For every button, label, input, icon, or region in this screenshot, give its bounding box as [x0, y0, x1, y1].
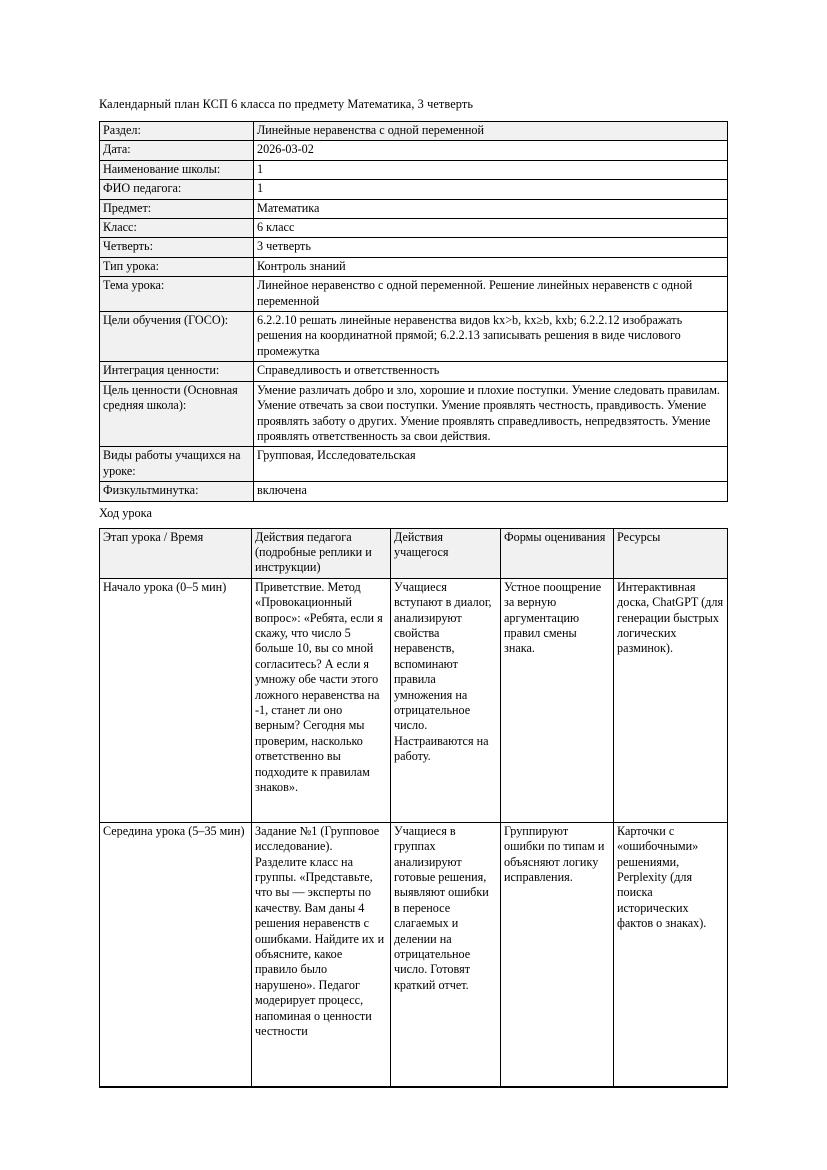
resources-cell-text: Интерактивная доска, ChatGPT (для генерации быстрых логических разминок). [617, 579, 724, 656]
info-row-value: Линейное неравенство с одной переменной. Решение линейных неравенств с одной переменной [254, 277, 728, 312]
table-row [100, 219, 728, 238]
table-row [100, 122, 728, 141]
assessment-forms-cell [501, 822, 614, 1087]
info-row-label: Тип урока: [100, 257, 254, 276]
info-row-value: включена [254, 482, 728, 501]
student-actions-cell-text: Учащиеся в группах анализируют готовые решения, выявляют ошибки в переносе слагаемых и делении на отрицательное число. Готовят краткий отчет. [394, 823, 489, 992]
page-title: Календарный план КСП 6 класса по предмету Математика, 3 четверть [99, 97, 474, 111]
teacher-actions-cell-text: Приветствие. Метод «Провокационный вопрос»: «Ребята, если я скажу, что число 5 больше 10, вы со мной согласитесь? А если я умножу обе части этого ложного неравенства на -1, станет ли оно верным? Сегодня мы проверим, насколько ответственно вы подходите к правилам знаков». [255, 579, 383, 795]
teacher-actions-cell [252, 822, 391, 1087]
lesson-stage-cell [100, 578, 252, 822]
lesson-info-table [99, 121, 728, 502]
student-actions-cell [391, 578, 501, 822]
info-row-value: Контроль знаний [254, 257, 728, 276]
table-row [100, 257, 728, 276]
lesson-column-header: Действия учащегося [391, 528, 501, 578]
table-row [100, 160, 728, 179]
info-row-label: Класс: [100, 219, 254, 238]
info-row-label: Интеграция ценности: [100, 362, 254, 381]
table-row [100, 578, 728, 822]
assessment-forms-cell-text: Устное поощрение за верную аргументацию правил смены знака. [504, 579, 602, 656]
info-row-label: Физкультминутка: [100, 482, 254, 501]
lesson-flow-table-head [100, 528, 728, 578]
table-row [100, 482, 728, 501]
lesson-column-header: Действия педагога (подробные реплики и инструкции) [252, 528, 391, 578]
teacher-actions-cell [252, 578, 391, 822]
lesson-stage-cell-text: Середина урока (5–35 мин) [103, 823, 245, 838]
lesson-column-header: Ресурсы [614, 528, 728, 578]
info-row-label: Виды работы учащихся на уроке: [100, 447, 254, 482]
resources-cell [614, 578, 728, 822]
table-row [100, 277, 728, 312]
info-row-value: Математика [254, 199, 728, 218]
info-row-label: Раздел: [100, 122, 254, 141]
lesson-column-header: Этап урока / Время [100, 528, 252, 578]
info-row-value: 3 четверть [254, 238, 728, 257]
resources-cell-text: Карточки с «ошибочными» решениями, Perplexity (для поиска исторических фактов о знаках). [617, 823, 707, 931]
info-row-label: Дата: [100, 141, 254, 160]
info-row-value: Справедливость и ответственность [254, 362, 728, 381]
table-row [100, 362, 728, 381]
info-row-value: 1 [254, 180, 728, 199]
table-row [100, 238, 728, 257]
assessment-forms-cell [501, 578, 614, 822]
lesson-flow-table-body [100, 578, 728, 1087]
info-row-value: 2026-03-02 [254, 141, 728, 160]
table-row [100, 312, 728, 362]
lesson-flow-table [99, 528, 728, 1088]
lesson-flow-heading: Ход урока [99, 505, 152, 520]
info-row-value: Умение различать добро и зло, хорошие и плохие поступки. Умение следовать правилам. Умение отвечать за свои поступки. Умение проявлять честность, правдивость. Умение проявлять заботу о других. Умение проявлять справедливость, непредвзятость. Умение проявлять ответственность за свои действия. [254, 381, 728, 447]
info-row-value: Групповая, Исследовательская [254, 447, 728, 482]
info-row-value: 6.2.2.10 решать линейные неравенства видов kx>b, kx≥b, kxb; 6.2.2.12 изображать решения на координатной прямой; 6.2.2.13 записывать решения в виде числового промежутка [254, 312, 728, 362]
table-header-row [100, 528, 728, 578]
student-actions-cell [391, 822, 501, 1087]
info-row-value: 6 класс [254, 219, 728, 238]
info-row-value: 1 [254, 160, 728, 179]
resources-cell [614, 822, 728, 1087]
table-row [100, 180, 728, 199]
assessment-forms-cell-text: Группируют ошибки по типам и объясняют логику исправления. [504, 823, 605, 884]
lesson-info-table-body [100, 122, 728, 502]
info-row-value: Линейные неравенства с одной переменной [254, 122, 728, 141]
teacher-actions-cell-text: Задание №1 (Групповое исследование). Разделите класс на группы. «Представьте, что вы — эксперты по качеству. Вам даны 4 решения неравенств с ошибками. Найдите их и объясните, какое правило было нарушено». Педагог модерирует процесс, напоминая о ценности честности [255, 823, 385, 1039]
table-row [100, 822, 728, 1087]
lesson-stage-cell [100, 822, 252, 1087]
info-row-label: Четверть: [100, 238, 254, 257]
table-row [100, 141, 728, 160]
info-row-label: Тема урока: [100, 277, 254, 312]
info-row-label: Цели обучения (ГОСО): [100, 312, 254, 362]
info-row-label: ФИО педагога: [100, 180, 254, 199]
student-actions-cell-text: Учащиеся вступают в диалог, анализируют свойства неравенств, вспоминают правила умножения на отрицательное число. Настраиваются на работу. [394, 579, 492, 764]
table-row [100, 447, 728, 482]
table-row [100, 381, 728, 447]
info-row-label: Цель ценности (Основная средняя школа): [100, 381, 254, 447]
info-row-label: Предмет: [100, 199, 254, 218]
lesson-column-header: Формы оценивания [501, 528, 614, 578]
info-row-label: Наименование школы: [100, 160, 254, 179]
table-row [100, 199, 728, 218]
lesson-stage-cell-text: Начало урока (0–5 мин) [103, 579, 227, 594]
